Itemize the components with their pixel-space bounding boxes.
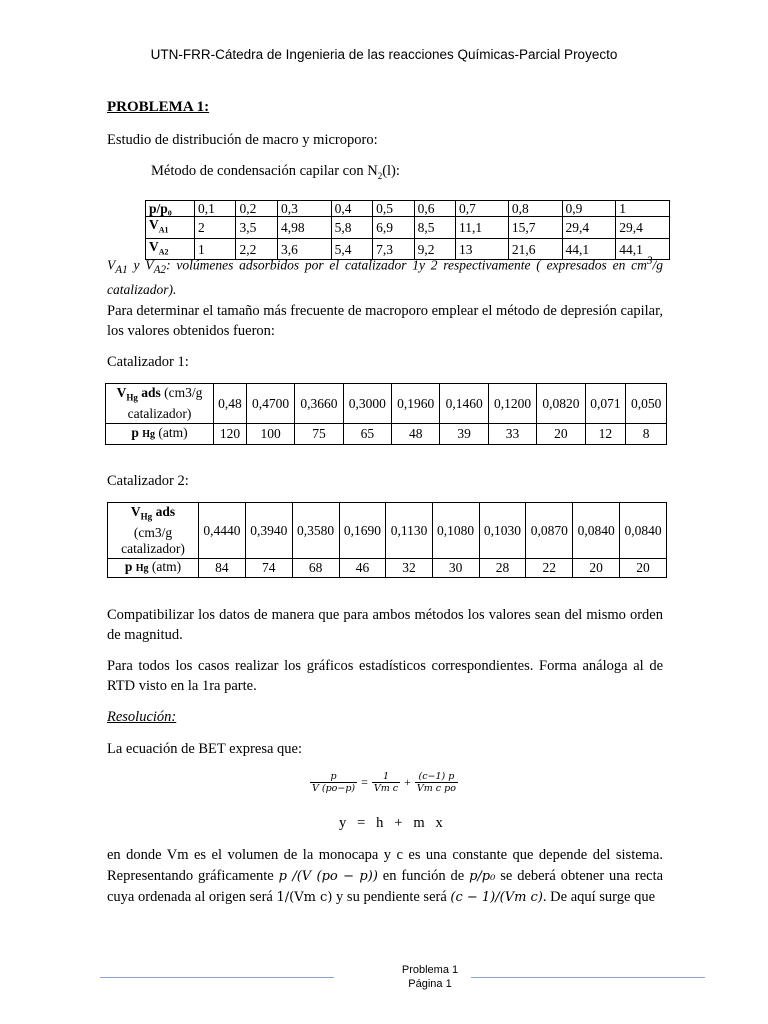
table-row (108, 558, 667, 577)
bet-intro: La ecuación de BET expresa que: (107, 741, 302, 757)
table-cell: 44,1 (562, 238, 616, 260)
table-cell: 0,3940 (245, 503, 292, 559)
linear-form: y = h + m x (339, 815, 443, 831)
method-tail: (l): (382, 163, 400, 179)
table-cell: 0,1690 (339, 503, 386, 559)
table-cell: 0,1030 (479, 503, 526, 559)
table-cell: 0,0820 (537, 384, 585, 424)
table-cell: 20 (620, 558, 667, 577)
compat-text: Compatibilizar los datos de manera que para ambos métodos los valores sean del mismo orden de magnitud. (107, 607, 663, 643)
page-header: UTN-FRR-Cátedra de Ingenieria de las reacciones Químicas-Parcial Proyecto (150, 47, 618, 62)
math-expr-3: 1/(Vm c) (276, 890, 333, 905)
table-cell: 0,7 (456, 201, 509, 217)
table-cell: 29,4 (616, 217, 670, 239)
catalizador-2-table (107, 502, 667, 578)
method-sub: 2 (377, 170, 383, 181)
row-header: $V_{A1}$ (146, 217, 195, 239)
table-row (108, 503, 667, 559)
table-cell: 0,2 (236, 201, 277, 217)
table-cell: 0,1460 (440, 384, 488, 424)
table-cell: 0,9 (562, 201, 616, 217)
macroporo-text: Para determinar el tamaño más frecuente de macroporo emplear el método de depresión capilar, los valores obtenidos fueron: (107, 303, 663, 339)
resolucion-heading: Resolución: (107, 709, 177, 725)
table-cell: 5,8 (331, 217, 372, 239)
row-header: p/p₀ (146, 201, 195, 217)
table-cell: 8 (626, 423, 667, 444)
table-cell: 0,0870 (526, 503, 573, 559)
math-expr-4: (c − 1)/(Vm c) (450, 890, 543, 905)
method-main: Método de condensación capilar con N (151, 163, 378, 179)
catalizador-1-label: Catalizador 1: (107, 354, 189, 370)
table-row (106, 423, 667, 444)
term2-fraction: $\frac{(c-1) p}{\text{Vm c po}}$ (416, 771, 456, 794)
table-cell: 12 (585, 423, 626, 444)
table-cell: 74 (245, 558, 292, 577)
table-cell: 20 (537, 423, 585, 444)
table-cell: 0,6 (414, 201, 455, 217)
table-cell: 0,1130 (386, 503, 432, 559)
table-cell: 28 (479, 558, 526, 577)
table-cell: 0,5 (373, 201, 414, 217)
catalizador-1-table (105, 383, 667, 445)
table-cell: 20 (573, 558, 620, 577)
table-cell: 8,5 (414, 217, 455, 239)
table-cell: 44,1 (616, 238, 670, 260)
equals-sign: = (361, 775, 368, 790)
math-expr-2: p/p₀ (469, 869, 496, 884)
table-cell: 4,98 (277, 217, 331, 239)
table-cell: 0,3580 (292, 503, 339, 559)
table-cell: 9,2 (414, 238, 455, 260)
table-cell: 0,071 (585, 384, 626, 424)
table-cell: 21,6 (508, 238, 562, 260)
table-cell: 32 (386, 558, 432, 577)
table-cell: 11,1 (456, 217, 509, 239)
graphs-text: Para todos los casos realizar los gráficos estadísticos correspondientes. Forma análoga al de RTD visto en la 1ra parte. (107, 658, 663, 694)
closing-paragraph: en donde Vm es el volumen de la monocapa y c es una constante que depende del sistema. Representando gráficamente p /(V (po − p)) en función de p/p₀ se deberá obtener una recta cuya ordenada al origen será 1/(Vm c) y su pendiente será (c − 1)/(Vm c). De aquí surge que (107, 847, 664, 905)
table-cell: 0,1080 (432, 503, 479, 559)
table-cell: 29,4 (562, 217, 616, 239)
table-cell: 0,3000 (343, 384, 391, 424)
table-cell: 3,5 (236, 217, 277, 239)
table-cell: 120 (214, 423, 247, 444)
footer-page: Página 1 (408, 978, 452, 990)
table-cell: 2 (195, 217, 236, 239)
table-cell: 33 (488, 423, 536, 444)
table-cell: 6,9 (373, 217, 414, 239)
table-cell: 3,6 (277, 238, 331, 260)
p-header: p Hg (atm) (108, 558, 199, 577)
lhs-fraction: $\frac{p}{V (po-p)}$ (312, 771, 356, 794)
table-cell: 5,4 (331, 238, 372, 260)
vhg-header: $V_{Hg}$ ads (cm3/g catalizador) (108, 503, 199, 559)
table-cell: 0,050 (626, 384, 667, 424)
table-cell: 0,4440 (199, 503, 246, 559)
table-cell: 7,3 (373, 238, 414, 260)
table-cell: 48 (392, 423, 440, 444)
table-cell: 0,48 (214, 384, 247, 424)
math-expr-1: p /(V (po − p)) (278, 869, 378, 884)
table-row (106, 384, 667, 424)
table-row (146, 201, 670, 217)
table-cell: 0,0840 (620, 503, 667, 559)
table-cell: 68 (292, 558, 339, 577)
footer-rule-left (100, 977, 334, 978)
table-cell: 0,8 (508, 201, 562, 217)
table-cell: 65 (343, 423, 391, 444)
plus-sign: + (404, 775, 411, 790)
table-cell: 30 (432, 558, 479, 577)
table-cell: 1 (616, 201, 670, 217)
table-cell: 13 (456, 238, 509, 260)
footer (330, 963, 530, 991)
catalizador-2-label: Catalizador 2: (107, 473, 189, 489)
table-cell: 0,1960 (392, 384, 440, 424)
problem-title: PROBLEMA 1: (107, 99, 210, 115)
table-cell: 22 (526, 558, 573, 577)
table-cell: 0,3660 (295, 384, 343, 424)
table-cell: 39 (440, 423, 488, 444)
table-cell: 0,0840 (573, 503, 620, 559)
volume-note: $V_{A1}$ y $V_{A2}$: volúmenes adsorbidos por el catalizador 1y 2 respectivamente ( expresados en $cm^3/g$ catalizador). (107, 255, 663, 298)
row-header: $V_{A2}$ (146, 238, 195, 260)
table-cell: 100 (246, 423, 294, 444)
table-cell: 0,3 (277, 201, 331, 217)
footer-problem: Problema 1 (401, 964, 459, 976)
table-cell: 1 (195, 238, 236, 260)
table-cell: 84 (199, 558, 246, 577)
table-cell: 2,2 (236, 238, 277, 260)
table-cell: 0,1 (195, 201, 236, 217)
p-header: p Hg (atm) (106, 423, 214, 444)
table-row (146, 217, 670, 239)
intro-text: Estudio de distribución de macro y microporo: (107, 132, 378, 148)
table-cell: 0,4700 (246, 384, 294, 424)
method-text (151, 161, 400, 186)
term1-fraction: $\frac{1}{\text{Vm c}}$ (373, 771, 399, 794)
table-cell: 15,7 (508, 217, 562, 239)
table-cell: 46 (339, 558, 386, 577)
vhg-header: $V_{Hg}$ ads (cm3/g catalizador) (106, 384, 214, 424)
table-cell: 0,1200 (488, 384, 536, 424)
bet-equation (310, 771, 470, 794)
table-cell: 75 (295, 423, 343, 444)
table-cell: 0,4 (331, 201, 372, 217)
